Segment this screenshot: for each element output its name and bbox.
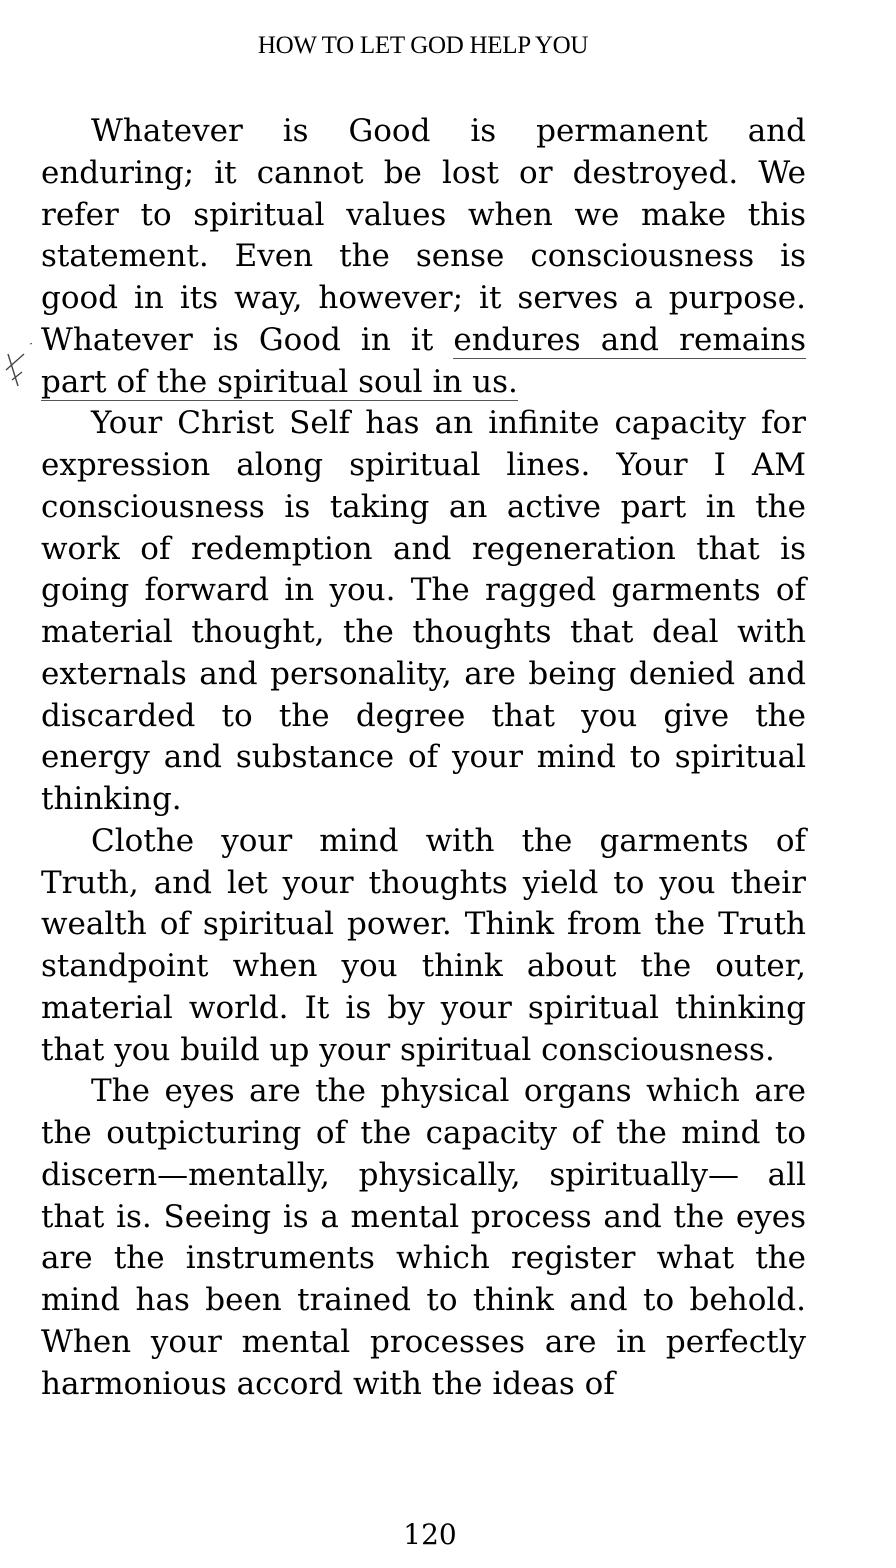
running-head: HOW TO LET GOD HELP YOU: [257, 32, 589, 59]
paragraph-1-text: Whatever is Good is permanent and enduring; it cannot be lost or destroyed. We refer to spiritual values when we make this statement. Even the sense consciousness is good in its way, however; it serves a purpose. Whatever is Good in it: [41, 113, 806, 358]
paragraph-1: [41, 111, 806, 403]
paragraph-3: Clothe your mind with the garments of Truth, and let your thoughts yield to you their wealth of spiritual power. Think from the Truth standpoint when you think about the outer, material world. It is by your spiritual thinking that you build up your spiritual consciousness.: [41, 822, 806, 1068]
body-text: [41, 111, 806, 1405]
handwritten-margin-mark: [2, 342, 32, 402]
paragraph-4: The eyes are the physical organs which are the outpicturing of the capacity of the mind to discern—mentally, physically, spiritually— all that is. Seeing is a mental process and the eyes are the instruments which register what the mind has been trained to think and to behold. When your mental processes are in perfectly harmonious accord with the ideas of: [41, 1073, 806, 1402]
paragraph-2: Your Christ Self has an infinite capacity for expression along spiritual lines. Your I AM consciousness is taking an active part in the work of redemption and regeneration that is going forward in you. The ragged garments of material thought, the thoughts that deal with externals and personality, are being denied and discarded to the degree that you give the energy and substance of your mind to spiritual thinking.: [41, 405, 806, 817]
underlined-passage: endures and remains part of the spiritual soul in us.: [41, 321, 806, 400]
page-number: 120: [403, 1518, 457, 1551]
